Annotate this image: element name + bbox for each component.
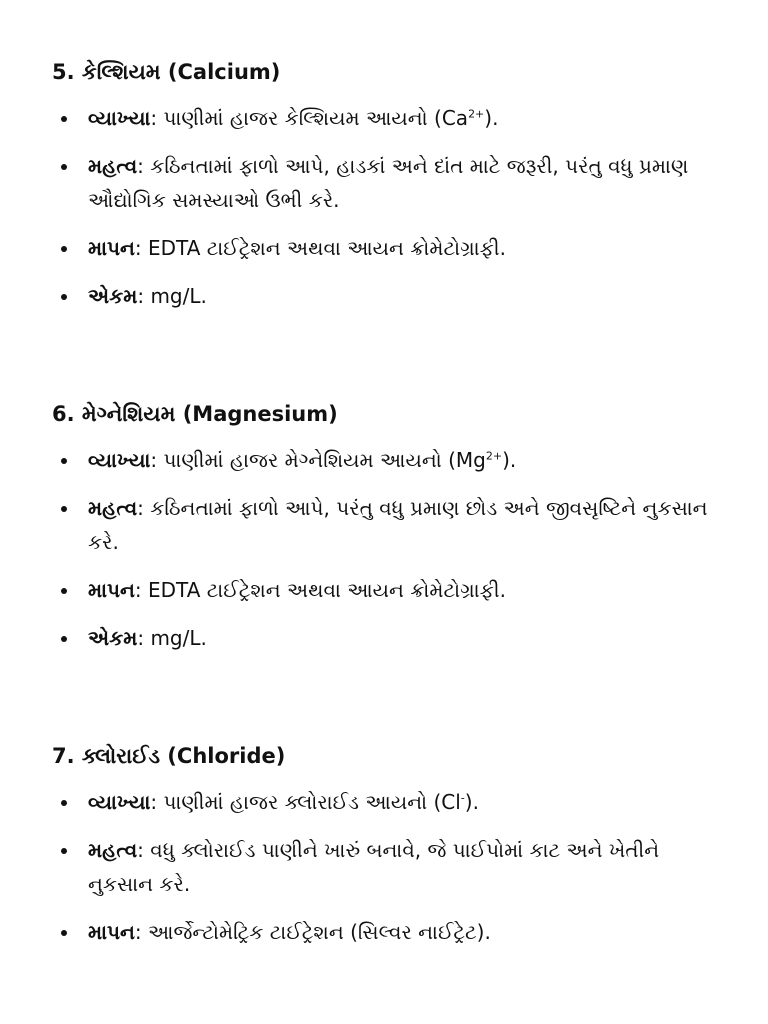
section-magnesium: [52, 327, 728, 655]
list-item-measurement: [52, 231, 728, 265]
bullet-icon: [61, 458, 67, 464]
bullet-icon: [61, 506, 67, 512]
bullet-icon: [61, 164, 67, 170]
item-text: : આર્જેન્ટોમેટ્રિક ટાઈટ્રેશન (સિલ્વર નાઈટ્રેટ).: [134, 920, 491, 944]
section-chloride: [52, 669, 728, 949]
bullet-list: [52, 443, 728, 655]
section-title: 5. કેલ્શિયમ (Calcium): [52, 60, 281, 84]
ion-charge: -: [460, 791, 465, 805]
list-item-measurement: [52, 573, 728, 607]
ion-charge: 2+: [468, 107, 485, 121]
item-text: : EDTA ટાઈટ્રેશન અથવા આયન ક્રોમેટોગ્રાફી.: [134, 578, 507, 602]
item-text: : કઠિનતામાં ફાળો આપે, પરંતુ વધુ પ્રમાણ છોડ અને જીવસૃષ્ટિને નુકસાન કરે.: [88, 496, 708, 554]
bullet-icon: [61, 116, 67, 122]
section-title: 6. મેગ્નેશિયમ (Magnesium): [52, 402, 338, 426]
term-label: વ્યાખ્યા: [88, 106, 151, 130]
section-calcium: [52, 0, 728, 313]
bullet-list: [52, 101, 728, 313]
item-text: : વધુ ક્લોરાઈડ પાણીને ખારું બનાવે, જે પાઈપોમાં કાટ અને ખેતીને નુકસાન કરે.: [88, 838, 660, 896]
bullet-icon: [61, 800, 67, 806]
list-item-definition: [52, 443, 728, 477]
item-tail: ).: [502, 448, 517, 472]
term-label: મહત્વ: [88, 496, 138, 520]
list-item-measurement: [52, 915, 728, 949]
item-text: : EDTA ટાઈટ્રેશન અથવા આયન ક્રોમેટોગ્રાફી.: [134, 236, 507, 260]
item-text: : mg/L.: [137, 284, 207, 308]
section-title: 7. ક્લોરાઈડ (Chloride): [52, 744, 286, 768]
list-item-definition: [52, 785, 728, 819]
bullet-icon: [61, 930, 67, 936]
term-label: મહત્વ: [88, 838, 138, 862]
item-text: : પાણીમાં હાજર મેગ્નેશિયમ આયનો (Mg: [150, 448, 486, 472]
term-label: માપન: [88, 236, 135, 260]
list-item-unit: [52, 621, 728, 655]
term-label: વ્યાખ્યા: [88, 790, 151, 814]
bullet-icon: [61, 246, 67, 252]
term-label: મહત્વ: [88, 154, 138, 178]
item-text: : mg/L.: [137, 626, 207, 650]
bullet-icon: [61, 294, 67, 300]
bullet-icon: [61, 848, 67, 854]
item-text: : કઠિનતામાં ફાળો આપે, હાડકાં અને દાંત માટે જરૂરી, પરંતુ વધુ પ્રમાણ ઔદ્યોગિક સમસ્યાઓ ઉભી કરે.: [88, 154, 689, 212]
item-tail: ).: [464, 790, 479, 814]
ion-charge: 2+: [485, 449, 503, 463]
term-label: માપન: [88, 920, 135, 944]
term-label: એકમ: [88, 284, 138, 308]
list-item-importance: [52, 833, 728, 901]
term-label: વ્યાખ્યા: [88, 448, 151, 472]
item-tail: ).: [484, 106, 499, 130]
list-item-importance: [52, 149, 728, 217]
list-item-unit: [52, 279, 728, 313]
list-item-definition: [52, 101, 728, 135]
item-text: : પાણીમાં હાજર ક્લોરાઈડ આયનો (Cl: [150, 790, 461, 814]
bullet-icon: [61, 588, 67, 594]
item-text: : પાણીમાં હાજર કેલ્શિયમ આયનો (Ca: [150, 106, 469, 130]
bullet-icon: [61, 636, 67, 642]
term-label: માપન: [88, 578, 135, 602]
term-label: એકમ: [88, 626, 138, 650]
list-item-importance: [52, 491, 728, 559]
bullet-list: [52, 785, 728, 949]
